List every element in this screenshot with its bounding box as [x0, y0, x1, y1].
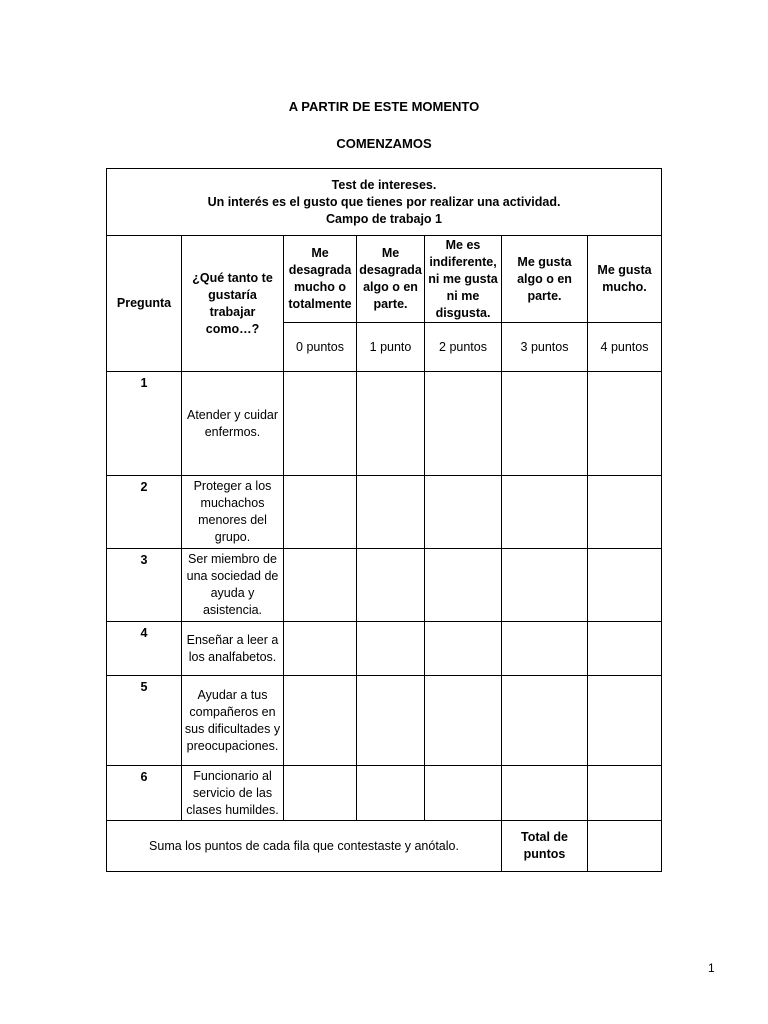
answer-cell-0[interactable] [284, 766, 357, 821]
page-number: 1 [708, 961, 715, 975]
answer-cell-2[interactable] [425, 549, 502, 622]
intro-field: Campo de trabajo 1 [326, 211, 442, 226]
intro-definition: Un interés es el gusto que tienes por realizar una actividad. [207, 194, 561, 209]
option-header-0: Me desagrada mucho o totalmente [284, 236, 357, 323]
option-points-4: 4 puntos [588, 323, 662, 372]
answer-cell-4[interactable] [588, 622, 662, 676]
row-number: 2 [107, 476, 182, 549]
total-points-field[interactable] [588, 821, 662, 872]
answer-cell-3[interactable] [502, 622, 588, 676]
option-points-2: 2 puntos [425, 323, 502, 372]
activity-cell: Funcionario al servicio de las clases humildes. [182, 766, 284, 821]
table-row [107, 476, 662, 549]
answer-cell-3[interactable] [502, 766, 588, 821]
answer-cell-1[interactable] [357, 372, 425, 476]
interest-test-table [106, 168, 662, 872]
activity-cell: Ayudar a tus compañeros en sus dificultades y preocupaciones. [182, 676, 284, 766]
option-points-0: 0 puntos [284, 323, 357, 372]
table-row [107, 372, 662, 476]
activity-cell: Proteger a los muchachos menores del grupo. [182, 476, 284, 549]
table-row [107, 676, 662, 766]
row-number: 3 [107, 549, 182, 622]
answer-cell-0[interactable] [284, 549, 357, 622]
answer-cell-0[interactable] [284, 622, 357, 676]
answer-cell-4[interactable] [588, 766, 662, 821]
sum-instruction: Suma los puntos de cada fila que contestaste y anótalo. [107, 821, 502, 872]
column-header-pregunta: Pregunta [107, 236, 182, 372]
answer-cell-0[interactable] [284, 476, 357, 549]
answer-cell-1[interactable] [357, 622, 425, 676]
answer-cell-4[interactable] [588, 549, 662, 622]
column-header-question: ¿Qué tanto te gustaría trabajar como…? [182, 236, 284, 372]
answer-cell-3[interactable] [502, 372, 588, 476]
answer-cell-3[interactable] [502, 476, 588, 549]
option-points-3: 3 puntos [502, 323, 588, 372]
row-number: 5 [107, 676, 182, 766]
answer-cell-1[interactable] [357, 549, 425, 622]
intro-title: Test de intereses. [331, 177, 437, 192]
activity-cell: Enseñar a leer a los analfabetos. [182, 622, 284, 676]
option-header-3: Me gusta algo o en parte. [502, 236, 588, 323]
row-number: 1 [107, 372, 182, 476]
option-header-1: Me desagrada algo o en parte. [357, 236, 425, 323]
answer-cell-2[interactable] [425, 372, 502, 476]
answer-cell-2[interactable] [425, 676, 502, 766]
row-number: 6 [107, 766, 182, 821]
table-row [107, 549, 662, 622]
answer-cell-0[interactable] [284, 372, 357, 476]
answer-cell-1[interactable] [357, 676, 425, 766]
activity-cell: Atender y cuidar enfermos. [182, 372, 284, 476]
answer-cell-2[interactable] [425, 476, 502, 549]
test-intro [107, 169, 662, 236]
total-label: Total de puntos [502, 821, 588, 872]
answer-cell-3[interactable] [502, 549, 588, 622]
answer-cell-4[interactable] [588, 372, 662, 476]
option-header-4: Me gusta mucho. [588, 236, 662, 323]
answer-cell-3[interactable] [502, 676, 588, 766]
table-row [107, 766, 662, 821]
table-row [107, 622, 662, 676]
option-points-1: 1 punto [357, 323, 425, 372]
document-heading: A PARTIR DE ESTE MOMENTO [288, 99, 480, 114]
answer-cell-4[interactable] [588, 676, 662, 766]
activity-cell: Ser miembro de una sociedad de ayuda y asistencia. [182, 549, 284, 622]
option-header-2: Me es indiferente, ni me gusta ni me disgusta. [425, 236, 502, 323]
answer-cell-1[interactable] [357, 476, 425, 549]
answer-cell-4[interactable] [588, 476, 662, 549]
answer-cell-0[interactable] [284, 676, 357, 766]
document-subheading: COMENZAMOS [336, 136, 432, 151]
answer-cell-1[interactable] [357, 766, 425, 821]
answer-cell-2[interactable] [425, 622, 502, 676]
row-number: 4 [107, 622, 182, 676]
answer-cell-2[interactable] [425, 766, 502, 821]
